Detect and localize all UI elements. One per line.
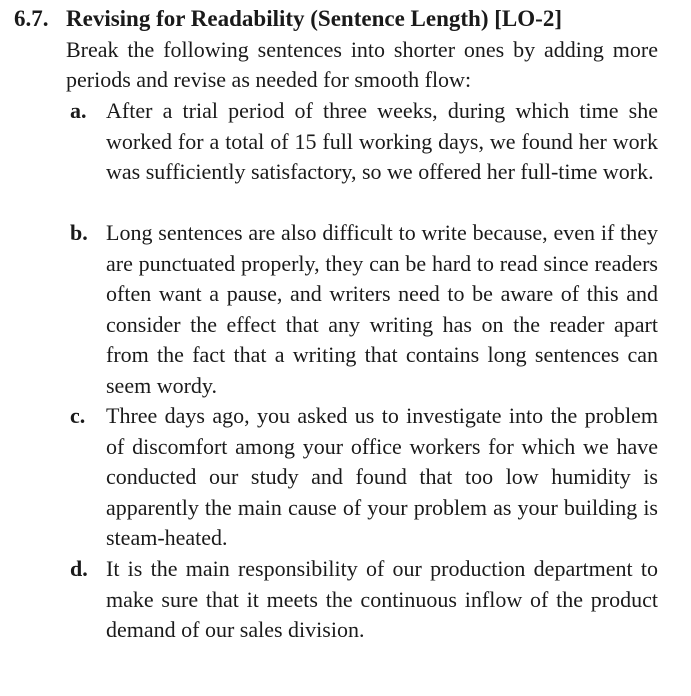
exercise-title-prefix: Revising for xyxy=(66,6,191,31)
item-letter: b. xyxy=(70,220,88,245)
exercise-title: Readability (Sentence Length) xyxy=(190,6,489,31)
item-text: Long sentences are also difficult to write because, even if they are punctuated properly, they can be hard to read since readers often want a pause, and writers need to be aware of this and consider the effect that any writing has on the reader apart from the fact that a writing that contains long sentences can seem wordy. xyxy=(106,220,658,398)
item-text: Three days ago, you asked us to investigate into the problem of discomfort among your office workers for which we have conducted our study and found that too low humidity is apparently the main cause of your problem as your building is steam-heated. xyxy=(106,403,658,550)
exercise-instructions: Break the following sentences into shorter ones by adding more periods and revise as needed for smooth flow: xyxy=(66,36,658,92)
exercise-heading xyxy=(14,4,686,35)
item-text: It is the main responsibility of our production department to make sure that it meets the continuous inflow of the product demand of our sales division. xyxy=(106,556,658,642)
item-letter: a. xyxy=(70,98,87,123)
item-letter: c. xyxy=(70,403,86,428)
exercise-item-a xyxy=(66,96,658,188)
exercise-item-c xyxy=(66,401,658,554)
exercise-number: 6.7. xyxy=(14,6,49,31)
item-text: After a trial period of three weeks, during which time she worked for a total of 15 full working days, we found her work was sufficiently satisfactory, so we offered her full-time work. xyxy=(106,98,658,184)
learning-objective-tag: [LO-2] xyxy=(494,6,562,31)
exercise-item-d xyxy=(66,554,658,646)
item-letter: d. xyxy=(70,556,88,581)
exercise-item-b xyxy=(66,218,658,401)
